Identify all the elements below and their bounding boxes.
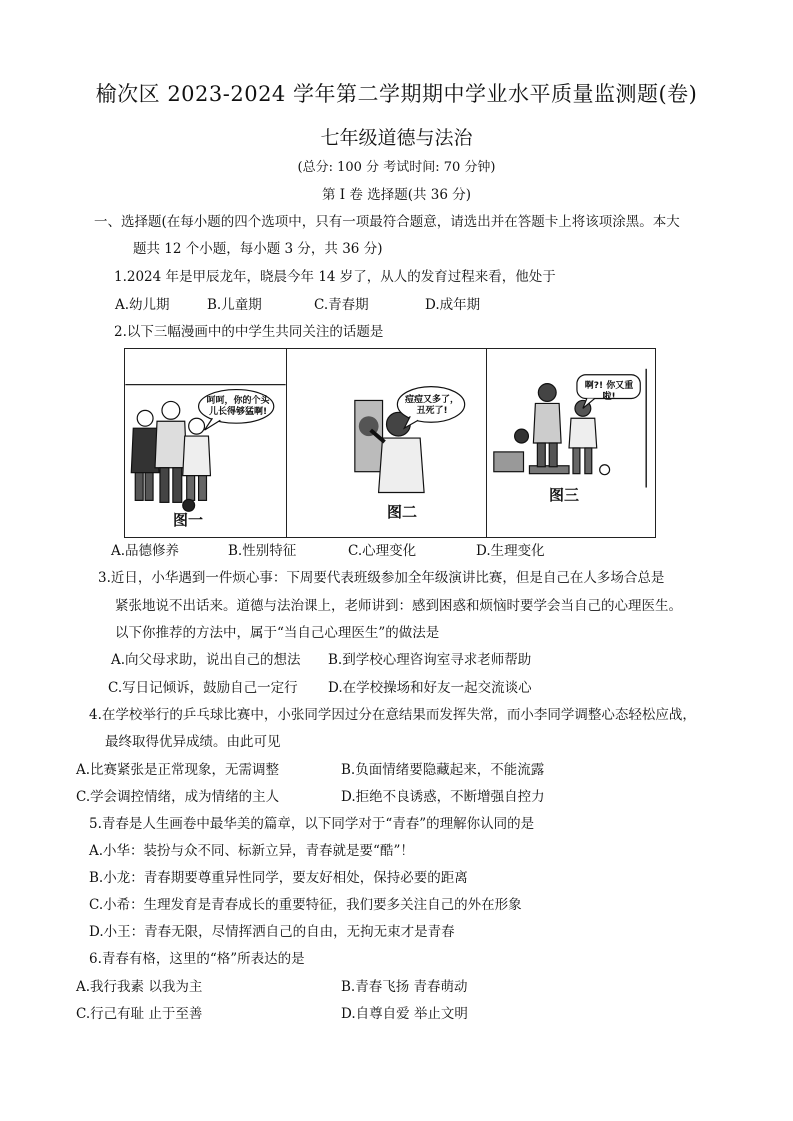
q1-option-d: D.成年期	[425, 297, 481, 313]
q3-stem-2: 紧张地说不出话来。道德与法治课上，老师讲到：感到困惑和烦恼时要学会当自己的心理医生。	[115, 598, 682, 614]
q3-option-a: A.向父母求助，说出自己的想法	[111, 652, 301, 668]
q2-option-d: D.生理变化	[476, 543, 545, 559]
comic-1-bubble: 呵呵，你的个头儿长得够猛啊!	[206, 396, 270, 417]
comic-panel-2	[287, 349, 487, 537]
q1-option-b: B.儿童期	[207, 297, 262, 313]
q1-option-a: A.幼儿期	[115, 297, 170, 313]
q2-stem: 2.以下三幅漫画中的中学生共同关注的话题是	[114, 324, 384, 340]
comic-1-caption: 图一	[173, 511, 204, 529]
comic-strip	[124, 348, 656, 538]
q2-option-a: A.品德修养	[111, 543, 180, 559]
q5-stem: 5.青春是人生画卷中最华美的篇章，以下同学对于“青春”的理解你认同的是	[89, 816, 535, 832]
exam-meta: (总分: 100 分 考试时间: 70 分钟)	[297, 160, 496, 175]
q5-option-a: A.小华：装扮与众不同、标新立异，青春就是要“酷”！	[89, 843, 414, 859]
comic-3-caption: 图三	[549, 486, 580, 504]
exam-title: 榆次区 2023-2024 学年第二学期期中学业水平质量监测题(卷)	[95, 82, 698, 106]
q4-option-b: B.负面情绪要隐藏起来，不能流露	[341, 762, 545, 778]
q6-option-a: A.我行我素 以我为主	[76, 979, 203, 995]
q3-option-c: C.写日记倾诉，鼓励自己一定行	[108, 680, 298, 696]
comic-panel-1	[125, 349, 287, 537]
q3-option-d: D.在学校操场和好友一起交流谈心	[328, 680, 532, 696]
q5-option-d: D.小王：青春无限，尽情挥洒自己的自由，无拘无束才是青春	[89, 924, 455, 940]
q4-stem-2: 最终取得优异成绩。由此可见	[105, 734, 281, 750]
comic-2-bubble: 痘痘又多了，丑死了!	[404, 395, 459, 416]
comic-1-illustration	[125, 349, 286, 537]
q3-option-b: B.到学校心理咨询室寻求老师帮助	[328, 652, 532, 668]
instructions-line-2: 题共 12 个小题，每小题 3 分，共 36 分)	[133, 241, 383, 257]
q1-option-c: C.青春期	[314, 297, 369, 313]
section-heading: 第 I 卷 选择题(共 36 分)	[321, 187, 471, 203]
q6-option-d: D.自尊自爱 举止文明	[341, 1006, 468, 1022]
q5-option-b: B.小龙：青春期要尊重异性同学，要友好相处，保持必要的距离	[89, 870, 468, 886]
comic-3-illustration	[487, 349, 655, 537]
q6-stem: 6.青春有格，这里的“格”所表达的是	[89, 951, 305, 967]
q5-option-c: C.小希：生理发育是青春成长的重要特征，我们要多关注自己的外在形象	[89, 897, 522, 913]
comic-3-bubble: 啊?! 你又重啦!	[584, 381, 634, 402]
q3-stem-3: 以下你推荐的方法中，属于“当自己心理医生”的做法是	[115, 625, 440, 641]
q6-option-c: C.行己有耻 止于至善	[76, 1006, 203, 1022]
q4-option-d: D.拒绝不良诱惑，不断增强自控力	[341, 789, 545, 805]
q2-option-c: C.心理变化	[348, 543, 417, 559]
instructions-line-1: 一、选择题(在每小题的四个选项中，只有一项最符合题意，请选出并在答题卡上将该项涂黑。本大	[94, 214, 680, 230]
exam-subject: 七年级道德与法治	[320, 127, 473, 149]
q6-option-b: B.青春飞扬 青春萌动	[341, 979, 468, 995]
comic-panel-3	[487, 349, 655, 537]
q3-stem-1: 3.近日，小华遇到一件烦心事：下周要代表班级参加全年级演讲比赛，但是自己在人多场合总是	[98, 570, 665, 586]
q4-stem-1: 4.在学校举行的乒乓球比赛中，小张同学因过分在意结果而发挥失常，而小李同学调整心态轻松应战，	[89, 707, 696, 723]
q1-stem: 1.2024 年是甲辰龙年，晓晨今年 14 岁了，从人的发育过程来看，他处于	[114, 269, 556, 285]
q4-option-a: A.比赛紧张是正常现象，无需调整	[76, 762, 280, 778]
q4-option-c: C.学会调控情绪，成为情绪的主人	[76, 789, 280, 805]
comic-2-caption: 图二	[387, 503, 418, 521]
q2-option-b: B.性别特征	[228, 543, 297, 559]
